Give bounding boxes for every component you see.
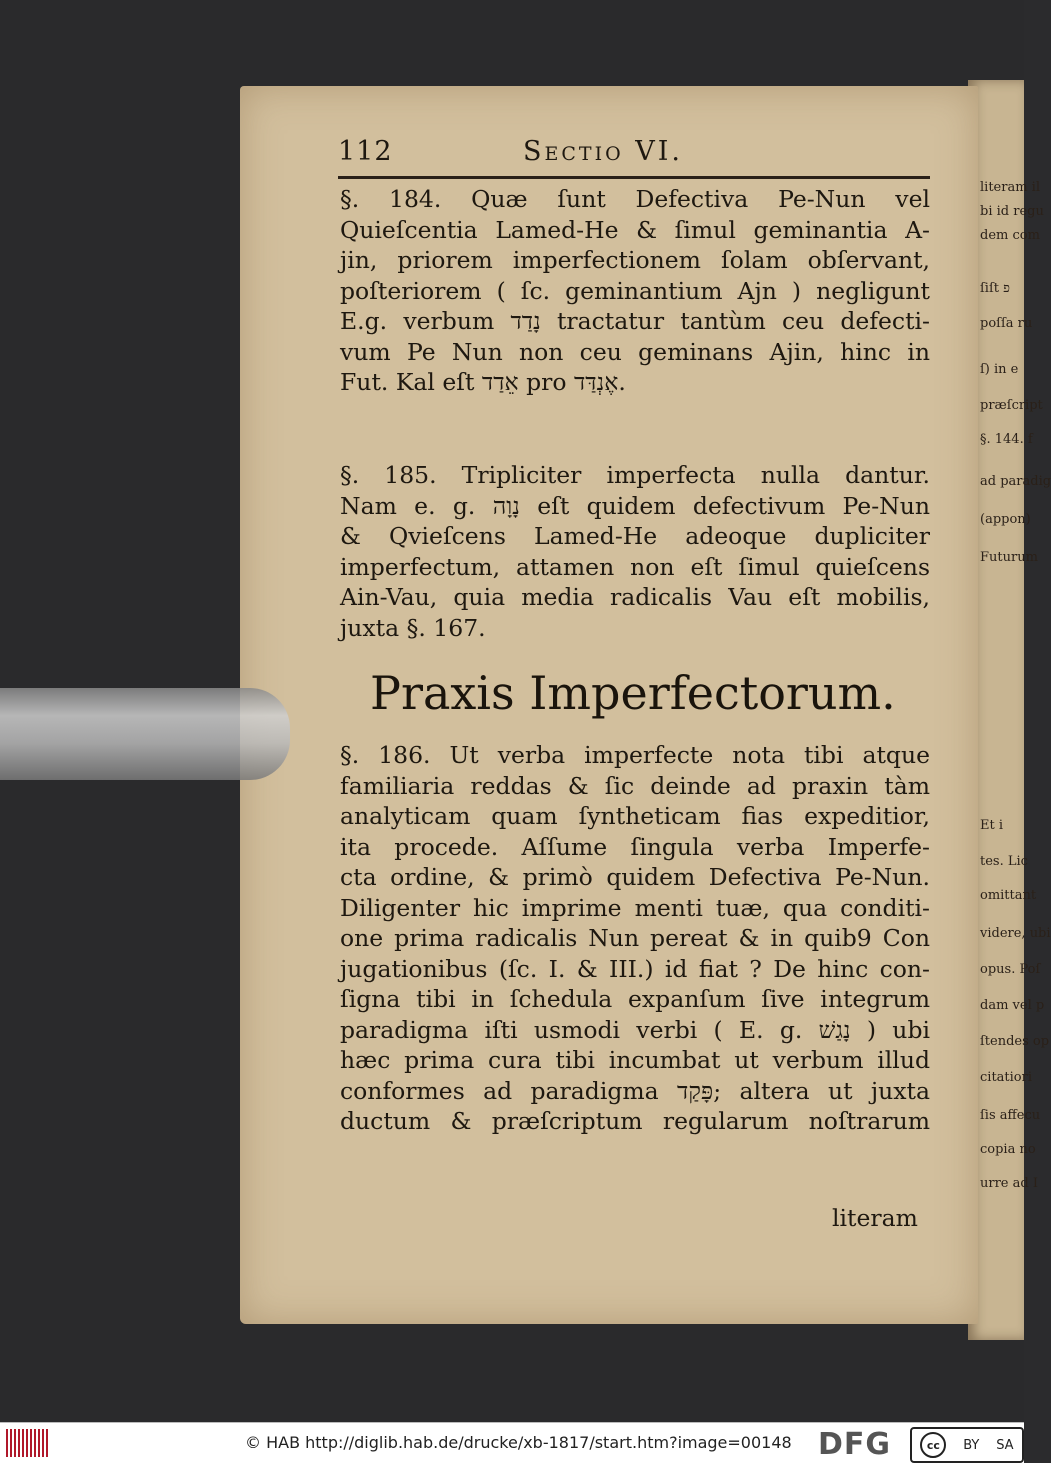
text-line: ductum & præſcriptum regularum noſtrarum <box>340 1107 930 1135</box>
cc-icon: cc <box>920 1432 946 1458</box>
hab-logo-icon[interactable] <box>6 1429 48 1457</box>
margin-word: omittant <box>980 888 1037 903</box>
text-line: conformes ad paradigma פָּקַד; altera ut juxta <box>340 1076 931 1105</box>
margin-word: ſis affecu <box>980 1108 1041 1123</box>
by-label: BY <box>963 1437 980 1453</box>
text-line: imperfectum, attamen non eſt ſimul quieſcens <box>340 552 930 581</box>
dfg-logo[interactable]: DFG <box>818 1427 892 1462</box>
margin-word: præſcript <box>980 398 1043 413</box>
margin-word: Et i <box>980 818 1004 833</box>
catchword: literam <box>832 1204 918 1232</box>
margin-word: opus. Poſ <box>980 962 1041 977</box>
text-line: Diligenter hic imprime menti tuæ, qua conditi- <box>340 893 930 922</box>
margin-word: bi id regu <box>980 204 1044 219</box>
text-line: poſteriorem ( ſc. geminantium Ajn ) negligunt <box>340 276 930 305</box>
margin-word: videre, ubi <box>980 926 1051 941</box>
margin-word: copia no <box>980 1142 1036 1157</box>
text-line: E.g. verbum נָדַד tractatur tantùm ceu defecti- <box>340 307 930 335</box>
text-line: paradigma iſti usmodi verbi ( E. g. נָגַשׁ ) ubi <box>340 1015 931 1044</box>
paragraph-185 <box>340 460 930 643</box>
running-head <box>338 136 938 176</box>
section-title: Sectio VI. <box>523 136 683 167</box>
text-line: Nam e. g. נָוָה eſt quidem defectivum Pe-Nun <box>340 491 930 520</box>
text-line: §. 186. Ut verba imperfecte nota tibi atque <box>340 741 930 769</box>
margin-word: dam vel p <box>980 998 1045 1013</box>
margin-word: urre ad I <box>980 1176 1038 1191</box>
text-line: one prima radicalis Nun pereat & in quib9 Con <box>340 924 930 952</box>
paragraph-186 <box>340 740 930 1137</box>
margin-word: tes. Lic <box>980 854 1028 869</box>
margin-word: (appon) <box>980 512 1031 527</box>
page-clip <box>0 688 290 780</box>
section-heading: Praxis Imperfectorum. <box>370 666 896 720</box>
paragraph-184 <box>340 184 930 398</box>
text-line: §. 185. Tripliciter imperfecta nulla dantur. <box>340 461 930 489</box>
text-line: Quieſcentia Lamed-He & ſimul geminantia A- <box>340 215 930 244</box>
margin-word: citatiori <box>980 1070 1032 1085</box>
text-line: analyticam quam ſyntheticam fias expeditior, <box>340 802 930 830</box>
margin-word: ſiſt פ <box>980 281 1010 296</box>
text-line: Ain-Vau, quia media radicalis Vau eſt mobilis, <box>340 583 930 611</box>
sa-label: SA <box>996 1437 1014 1453</box>
margin-word: §. 144. f <box>980 432 1033 447</box>
cc-license-badge[interactable] <box>910 1427 1024 1463</box>
text-line: ita procede. Aſſume ſingula verba Imperfe- <box>340 832 930 861</box>
margin-word: ad paradig <box>980 474 1051 489</box>
text-line: & Qvieſcens Lamed-He adeoque dupliciter <box>340 522 930 550</box>
text-line: cta ordine, & primò quidem Defectiva Pe-Nun. <box>340 863 930 891</box>
head-rule <box>338 176 930 179</box>
text-line: jin, priorem imperfectionem ſolam obſervant, <box>340 246 930 274</box>
text-line: vum Pe Nun non ceu geminans Ajin, hinc in <box>340 337 930 366</box>
margin-word: ſtendes op <box>980 1034 1050 1049</box>
footer-bar <box>0 1422 1024 1463</box>
text-line: §. 184. Quæ ſunt Defectiva Pe-Nun vel <box>340 185 930 213</box>
margin-word: literam il <box>980 180 1040 195</box>
margin-word: Futurum <box>980 550 1038 565</box>
text-line: jugationibus (ſc. I. & III.) id fiat ? De hinc con- <box>340 954 930 983</box>
margin-word: dem com <box>980 228 1040 243</box>
text-line: familiaria reddas & ſic deinde ad praxin tàm <box>340 771 930 800</box>
source-link[interactable]: © HAB http://diglib.hab.de/drucke/xb-1817/start.htm?image=00148 <box>245 1433 792 1452</box>
page-number: 112 <box>338 136 393 167</box>
text-line: ſigna tibi in ſchedula expanſum ſive integrum <box>340 985 930 1013</box>
margin-word: poſſa ru <box>980 316 1033 331</box>
text-line: Fut. Kal eſt אֵדַד pro אֶנְדַּד. <box>340 368 626 396</box>
text-line: hæc prima cura tibi incumbat ut verbum illud <box>340 1046 930 1074</box>
margin-word: ſ) in e <box>980 362 1019 377</box>
text-line: juxta §. 167. <box>340 613 486 642</box>
